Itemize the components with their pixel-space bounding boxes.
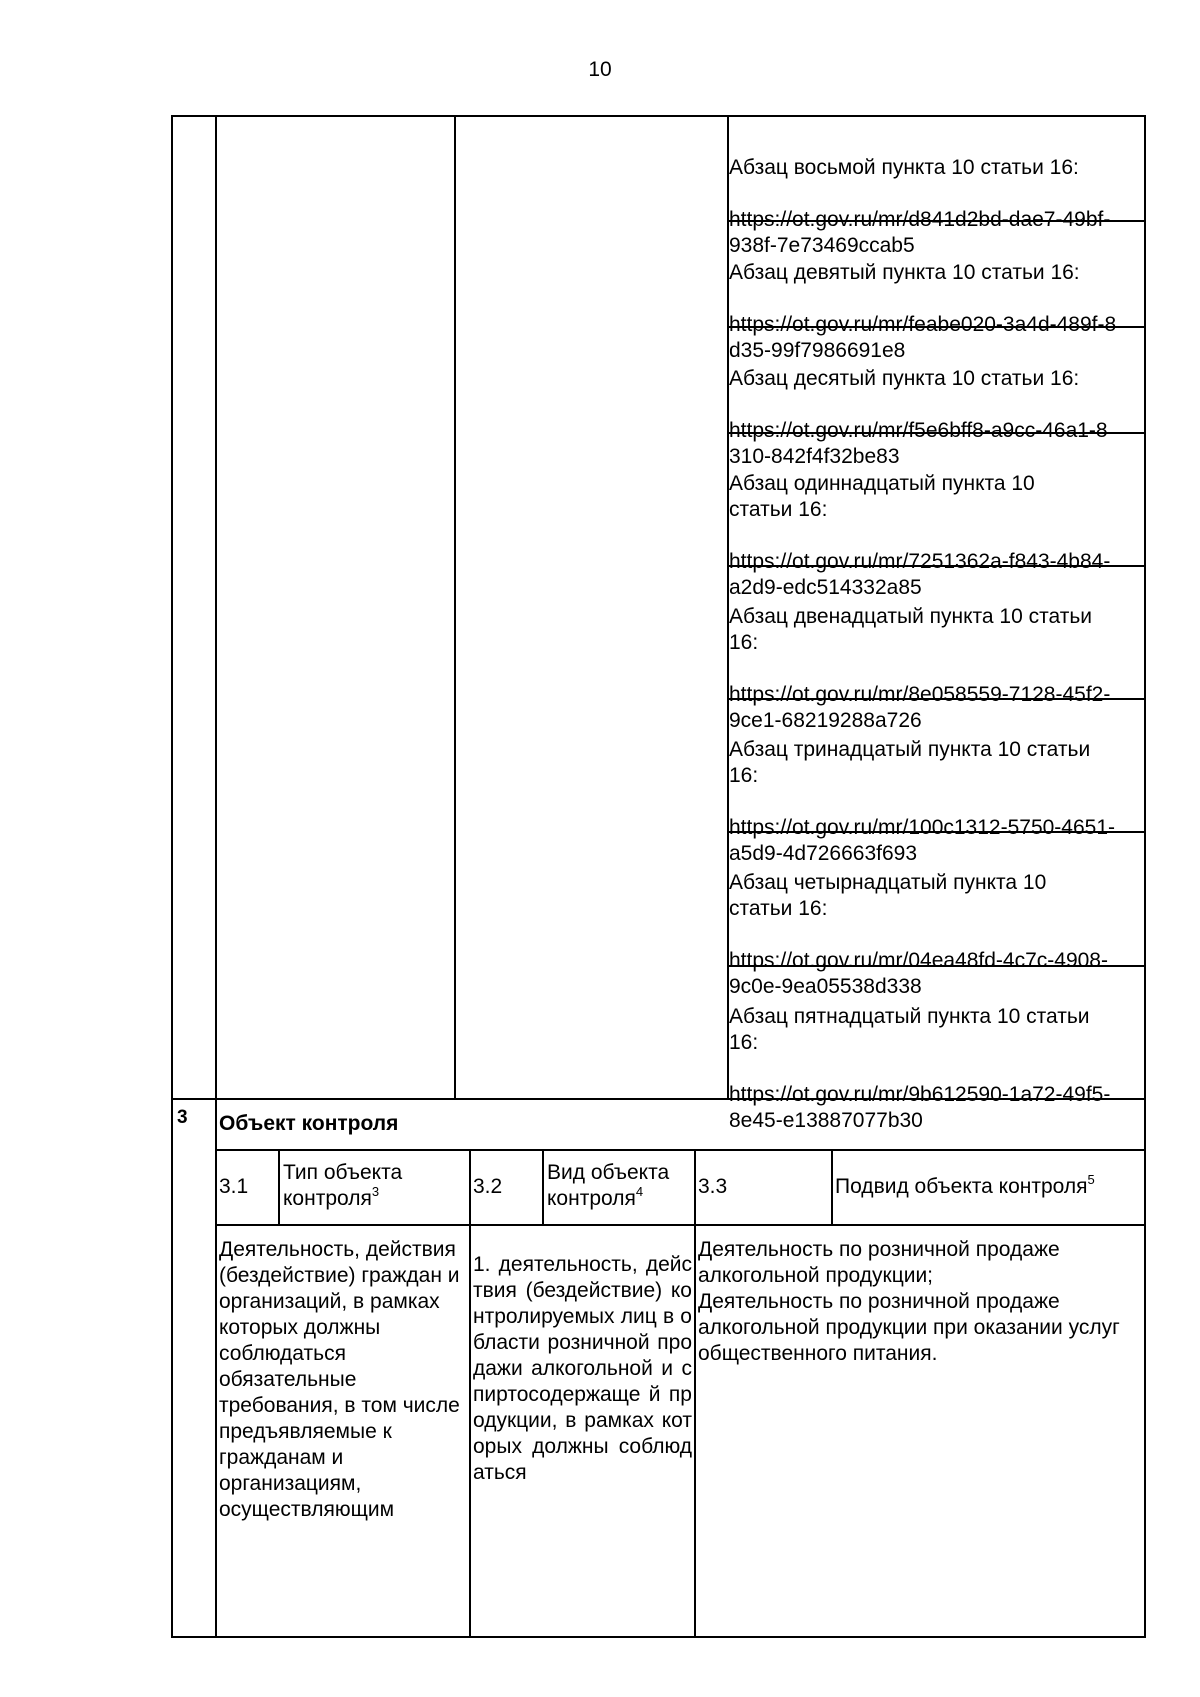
header-type [281,1160,467,1212]
reference-url[interactable]: https://ot.gov.ru/mr/f5e6bff8-a9cc-46a1-8310-842f4f32be83 [729,419,1108,468]
reference-label: Абзац десятый пункта 10 статьи 16: [729,367,1080,390]
reference-label: Абзац восьмой пункта 10 статьи 16: [729,156,1079,179]
header-kind-label: Вид объекта контроля [547,1161,670,1210]
header-subkind [833,1174,1144,1200]
reference-url[interactable]: https://ot.gov.ru/mr/7251362a-f843-4b84-a2d9-edc514332a85 [729,550,1111,599]
page-number: 10 [588,58,612,81]
reference-url[interactable]: https://ot.gov.ru/mr/d841d2bd-dae7-49bf-938f-7e73469ccab5 [729,208,1111,257]
header-kind [545,1160,693,1212]
object-subkind-text: Деятельность по розничной продаже алкогольной продукции; Деятельность по розничной продаже алкогольной продукции при оказании услуг общественного питания. [698,1238,1120,1365]
section-title: Объект контроля [219,1112,399,1135]
header-code-kind: 3.2 [473,1175,503,1198]
reference-label: Абзац пятнадцатый пункта 10 статьи 16: [729,1005,1090,1054]
header-subkind-label: Подвид объекта контроля [835,1175,1088,1198]
header-code-subkind: 3.3 [698,1175,728,1198]
footnote-marker: 5 [1087,1172,1095,1187]
footnote-marker: 4 [635,1184,644,1199]
reference-label: Абзац тринадцатый пункта 10 статьи 16: [729,738,1091,787]
reference-label: Абзац двенадцатый пункта 10 статьи 16: [729,605,1093,654]
header-code-type: 3.1 [219,1175,249,1198]
header-type-label: Тип объекта контроля [283,1161,403,1210]
reference-label: Абзац одиннадцатый пункта 10 статьи 16: [729,472,1035,521]
reference-url[interactable]: https://ot.gov.ru/mr/9b612590-1a72-49f5-8e45-e13887077b30 [729,1083,1111,1132]
reference-url[interactable]: https://ot.gov.ru/mr/feabe020-3a4d-489f-8d35-99f7986691e8 [729,313,1117,362]
reference-label: Абзац четырнадцатый пункта 10 статьи 16: [729,871,1047,920]
footnote-marker: 3 [371,1184,380,1199]
reference-url[interactable]: https://ot.gov.ru/mr/8e058559-7128-45f2-9ce1-68219288a726 [729,683,1111,732]
object-kind-text: 1. деятельность, действия (бездействие) контролируемых лиц в области розничной продажи алкогольной и спиртосодержаще й продукции, в рамках которых должны соблюдаться [473,1253,692,1484]
section-number: 3 [177,1107,188,1128]
reference-url[interactable]: https://ot.gov.ru/mr/04ea48fd-4c7c-4908-9c0e-9ea05538d338 [729,949,1108,998]
reference-label: Абзац девятый пункта 10 статьи 16: [729,261,1080,284]
object-type-text: Деятельность, действия (бездействие) граждан и организаций, в рамках которых должны соблюдаться обязательные требования, в том числе предъявляемые к гражданам и организациям, осуществляющим [219,1238,460,1521]
reference-url[interactable]: https://ot.gov.ru/mr/100c1312-5750-4651-a5d9-4d726663f693 [729,816,1116,865]
